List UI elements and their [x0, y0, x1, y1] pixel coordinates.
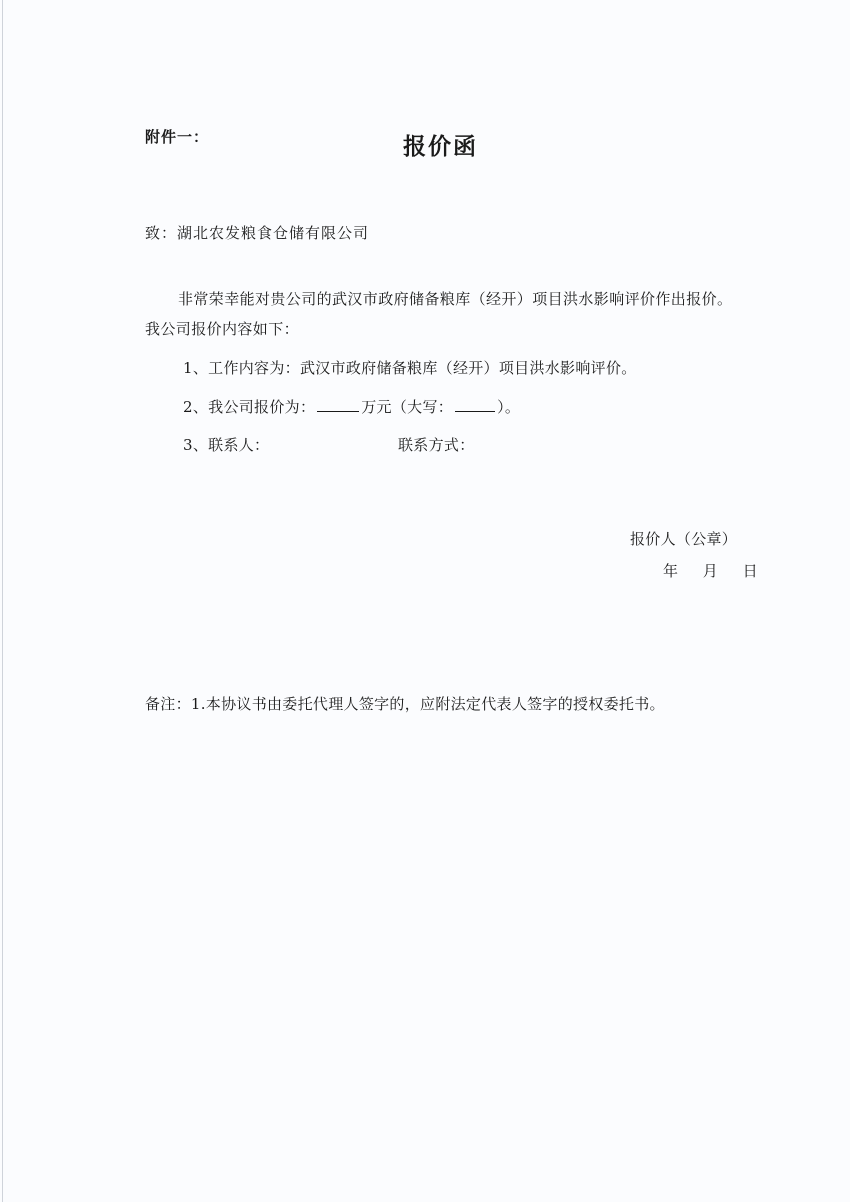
attachment-label: 附件一：	[145, 128, 210, 146]
date-month: 月	[702, 562, 718, 580]
scan-edge-line	[2, 0, 3, 1202]
recipient-line: 致：湖北农发粮食仓储有限公司	[145, 224, 370, 242]
price-unit: 万元（大写：	[361, 398, 454, 416]
date-line	[663, 560, 758, 581]
price-prefix: 2、我公司报价为：	[183, 398, 316, 416]
contact-method-label: 联系方式：	[398, 436, 475, 454]
price-amount-blank	[317, 397, 359, 412]
date-day: 日	[742, 562, 758, 580]
document-title: 报价函	[403, 133, 478, 160]
quoter-seal-label: 报价人（公章）	[630, 530, 738, 548]
price-uppercase-blank	[455, 397, 495, 412]
remark-note: 备注：1.本协议书由委托代理人签字的，应附法定代表人签字的授权委托书。	[145, 695, 665, 713]
price-suffix: ）。	[497, 398, 521, 416]
item-contact-person: 3、联系人：	[183, 436, 270, 454]
date-year: 年	[663, 562, 679, 580]
item-price	[183, 396, 520, 417]
item-work-content: 1、工作内容为：武汉市政府储备粮库（经开）项目洪水影响评价。	[183, 359, 637, 377]
intro-paragraph-line-2: 我公司报价内容如下：	[145, 320, 300, 338]
intro-paragraph-line-1: 非常荣幸能对贵公司的武汉市政府储备粮库（经开）项目洪水影响评价作出报价。	[178, 290, 733, 308]
